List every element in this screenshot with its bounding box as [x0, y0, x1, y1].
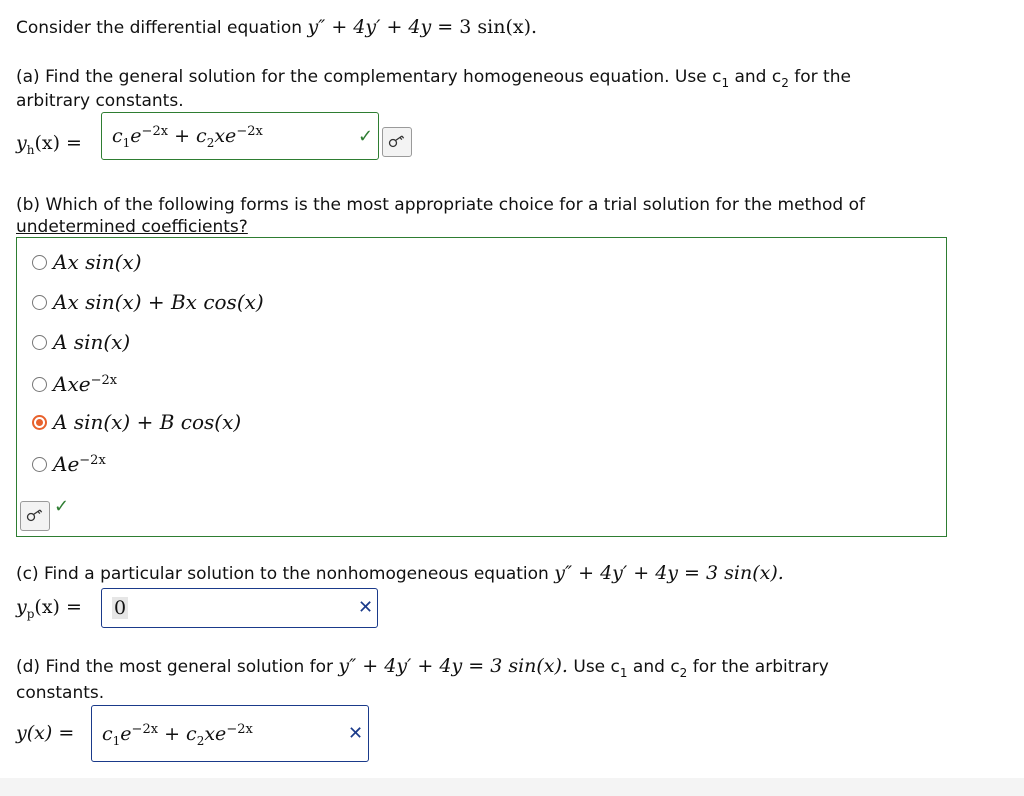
y-xe: xe: [204, 722, 227, 745]
key-icon: [26, 509, 44, 523]
y-label: [16, 722, 74, 744]
option-4[interactable]: [32, 370, 117, 398]
part-d-sub2: 2: [679, 666, 688, 680]
part-a-prompt-line2: arbitrary constants.: [16, 91, 184, 111]
option-4-label: [53, 372, 117, 396]
option-5-label: [53, 410, 241, 434]
option-6-text: Ae: [53, 452, 80, 476]
y-c2: c: [186, 722, 197, 745]
option-1-text: Ax sin(x): [53, 250, 142, 274]
part-c-prompt-text: (c) Find a particular solution to the nonhomogeneous equation: [16, 564, 549, 584]
yp-label: [16, 596, 82, 621]
part-a-and: and c: [729, 67, 782, 87]
yh-xe: xe: [214, 125, 237, 147]
correct-check-icon-b: ✓: [54, 496, 70, 517]
option-5[interactable]: [32, 408, 241, 436]
part-d-equation: y″ + 4y′ + 4y = 3 sin(x).: [338, 655, 568, 677]
option-1[interactable]: [32, 248, 142, 276]
yh-c1: c: [112, 125, 123, 147]
part-a-prompt: [16, 66, 851, 88]
options-box: [16, 237, 947, 537]
yh-exp2: −2x: [236, 124, 263, 139]
yh-letter: y: [16, 132, 27, 154]
part-d-prompt: [16, 655, 829, 678]
part-b-prompt-line2: undetermined coefficients?: [16, 217, 248, 237]
part-c-prompt: [16, 562, 784, 585]
correct-check-icon: ✓: [358, 126, 374, 147]
bottom-strip: [0, 778, 1024, 796]
key-button-b[interactable]: [20, 501, 50, 531]
yh-answer-value: [112, 124, 263, 150]
option-5-text: A sin(x) + B cos(x): [53, 410, 242, 434]
yh-plus: +: [168, 125, 197, 147]
yh-c2-sub: 2: [206, 136, 215, 150]
yp-arg: (x) =: [34, 596, 82, 618]
equation-lhs: y″ + 4y′ + 4y: [307, 16, 432, 38]
option-6-exp: −2x: [79, 453, 106, 468]
y-c1: c: [102, 722, 113, 745]
yp-answer-value: 0: [114, 597, 127, 619]
intro-text: Consider the differential equation: [16, 18, 303, 38]
incorrect-x-icon-d: ✕: [348, 723, 364, 744]
option-6-label: [53, 452, 106, 476]
yh-arg: (x) =: [34, 132, 82, 154]
y-e1: e: [120, 722, 132, 745]
incorrect-x-icon: ✕: [358, 597, 374, 618]
part-b-prompt: (b) Which of the following forms is the most appropriate choice for a trial solution for the method of: [16, 195, 865, 215]
radio-option-2[interactable]: [32, 295, 47, 310]
radio-option-4[interactable]: [32, 377, 47, 392]
yh-exp1: −2x: [141, 124, 169, 139]
option-3[interactable]: [32, 328, 130, 356]
radio-option-3[interactable]: [32, 335, 47, 350]
radio-option-6[interactable]: [32, 457, 47, 472]
y-c2-sub: 2: [196, 733, 205, 748]
option-2-text: Ax sin(x) + Bx cos(x): [53, 290, 264, 314]
part-a-tail: for the: [788, 67, 851, 87]
yp-answer-input[interactable]: [101, 588, 378, 628]
part-d-tail: for the arbitrary: [687, 657, 829, 677]
yh-c2: c: [196, 125, 207, 147]
y-answer-input[interactable]: [91, 705, 369, 762]
part-d-sub1: 1: [619, 666, 628, 680]
option-6[interactable]: [32, 450, 106, 478]
option-4-exp: −2x: [90, 373, 118, 388]
part-d-start: (d) Find the most general solution for: [16, 657, 333, 677]
option-3-text: A sin(x): [53, 330, 131, 354]
c1-subscript: 1: [721, 76, 730, 90]
y-plus: +: [158, 722, 187, 745]
intro-equation: y″ + 4y′ + 4y = 3 sin(x).: [307, 16, 538, 38]
question-intro: [16, 16, 537, 39]
y-exp2: −2x: [226, 721, 253, 737]
y-c1-sub: 1: [112, 733, 121, 748]
yh-c1-sub: 1: [122, 136, 131, 150]
option-3-label: [53, 330, 130, 354]
part-a-line1: (a) Find the general solution for the complementary homogeneous equation. Use c: [16, 67, 722, 87]
yh-sub: h: [26, 143, 35, 157]
option-2[interactable]: [32, 288, 264, 316]
part-c-equation: y″ + 4y′ + 4y = 3 sin(x).: [554, 562, 784, 584]
equation-rhs: 3 sin(x): [459, 16, 531, 38]
option-1-label: [53, 250, 142, 274]
yh-answer-input[interactable]: [101, 112, 379, 160]
y-exp1: −2x: [131, 721, 159, 737]
option-2-label: [53, 290, 264, 314]
yp-letter: y: [16, 596, 27, 618]
c2-subscript: 2: [781, 76, 789, 90]
part-d-use: Use c: [567, 657, 620, 677]
yh-label: [16, 132, 82, 157]
yp-sub: p: [26, 607, 35, 621]
key-icon: [388, 135, 406, 149]
yh-e1: e: [130, 125, 142, 147]
radio-option-5-selected[interactable]: [32, 415, 47, 430]
part-d-and: and c: [627, 657, 680, 677]
key-button-a[interactable]: [382, 127, 412, 157]
option-4-text: Axe: [53, 372, 91, 396]
radio-option-1[interactable]: [32, 255, 47, 270]
y-label-text: y(x) =: [16, 722, 75, 744]
y-answer-value: [102, 721, 253, 748]
part-d-prompt-line2: constants.: [16, 683, 105, 703]
